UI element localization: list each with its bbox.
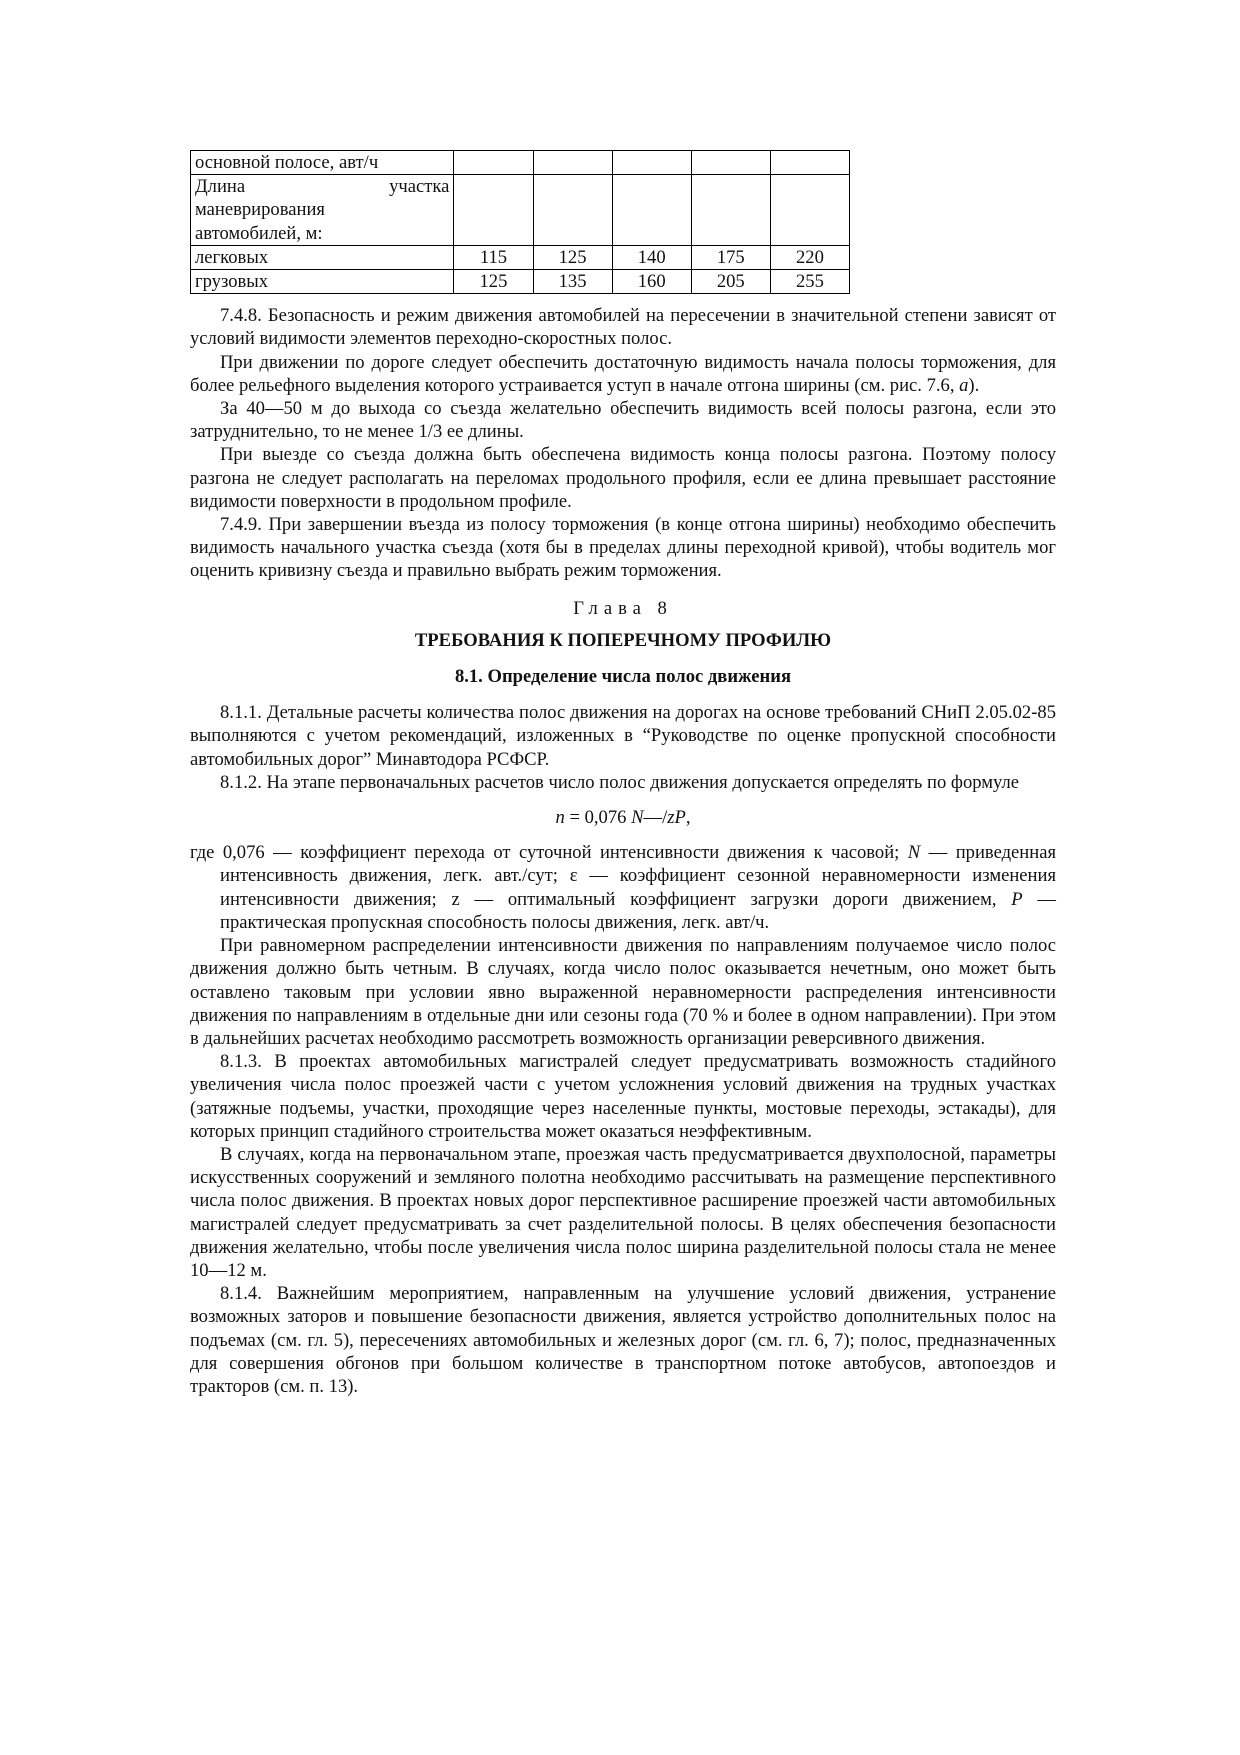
paragraph: При выезде со съезда должна быть обеспечена видимость конца полосы разгона. Поэтому полосу разгона не следует располагать на переломах продольного профиля, если ее длина превышает расстояние видимости поверхности в продольном профиле.: [190, 444, 1056, 512]
table-row: [191, 245, 850, 269]
table-cell-label: легковых: [191, 245, 454, 269]
label-part: участка: [389, 176, 450, 198]
formula: n = 0,076 N—/zP,: [555, 807, 691, 829]
table-cell: 255: [770, 270, 849, 294]
paragraph: 8.1.4. Важнейшим мероприятием, направленным на улучшение условий движения, устранение возможных заторов и повышение безопасности движения, является устройство дополнительных полос на подъемах (см. гл. 5), пересечениях автомобильных и железных дорог (см. гл. 6, 7); полос, предназначенных для совершения обгонов при большом количестве в транспортном потоке автобусов, автопоездов и тракторов (см. п. 13).: [190, 1283, 1056, 1397]
table-cell: 220: [770, 245, 849, 269]
table-cell-label: [191, 175, 454, 246]
table-row: [191, 175, 850, 246]
chapter-heading: Глава 8: [573, 597, 673, 619]
table-cell: 205: [691, 270, 770, 294]
maneuvering-length-table: [190, 150, 850, 294]
label-part: Длина: [195, 176, 246, 198]
paragraph: При движении по дороге следует обеспечить достаточную видимость начала полосы торможения, для более рельефного выделения которого устраивается уступ в начале отгона ширины (см. рис. 7.6, а).: [190, 351, 1056, 396]
chapter-title: ТРЕБОВАНИЯ К ПОПЕРЕЧНОМУ ПРОФИЛЮ: [414, 629, 832, 651]
table-cell-label: основной полосе, авт/ч: [191, 151, 454, 175]
table-cell-label: грузовых: [191, 270, 454, 294]
label-part: маневрирования: [195, 199, 325, 221]
table-cell: 140: [612, 245, 691, 269]
table-cell: 115: [454, 245, 533, 269]
table-cell: 135: [533, 270, 612, 294]
paragraph: При равномерном распределении интенсивности движения по направлениям получаемое число полос движения должно быть четным. В случаях, когда число полос оказывается нечетным, оно может быть оставлено таковым при условии явно выраженной неравномерности распределения интенсивности движения по направлениям в отдельные дни или сезоны года (70 % и более в одном направлении). При этом в дальнейших расчетах необходимо рассмотреть возможность организации реверсивного движения.: [190, 935, 1056, 1049]
paragraph: 8.1.3. В проектах автомобильных магистралей следует предусматривать возможность стадийного увеличения числа полос проезжей части с учетом усложнения условий движения на трудных участках (затяжные подъемы, участки, проходящие через населенные пункты, мостовые переходы, эстакады), для которых принцип стадийного строительства может оказаться неэффективным.: [190, 1051, 1056, 1142]
table-cell: 175: [691, 245, 770, 269]
formula-explanation: где 0,076 — коэффициент перехода от суточной интенсивности движения к часовой; N — приведенная интенсивность движения, легк. авт./сут; ε — коэффициент сезонной неравномерности изменения интенсивности движения; z — оптимальный коэффициент загрузки дороги движением, P — практическая пропускная способность полосы движения, легк. авт/ч.: [190, 842, 1056, 933]
paragraph: 7.4.9. При завершении въезда из полосу торможения (в конце отгона ширины) необходимо обеспечить видимость начального участка съезда (хотя бы в пределах длины переходной кривой), чтобы водитель мог оценить кривизну съезда и правильно выбрать режим торможения.: [190, 514, 1056, 582]
paragraph: За 40—50 м до выхода со съезда желательно обеспечить видимость всей полосы разгона, если это затруднительно, то не менее 1/3 ее длины.: [190, 398, 1056, 443]
document-page: [190, 150, 1056, 1398]
paragraph: 8.1.2. На этапе первоначальных расчетов число полос движения допускается определять по формуле: [220, 771, 1020, 793]
paragraph: 7.4.8. Безопасность и режим движения автомобилей на пересечении в значительной степени зависят от условий видимости элементов переходно-скоростных полос.: [190, 305, 1056, 350]
table-row: [191, 151, 850, 175]
table-cell: 125: [533, 245, 612, 269]
table-cell: 125: [454, 270, 533, 294]
paragraph: В случаях, когда на первоначальном этапе, проезжая часть предусматривается двухполосной, параметры искусственных сооружений и земляного полотна необходимо рассчитывать на размещение перспективного числа полос движения. В проектах новых дорог перспективное расширение проезжей части автомобильных магистралей следует предусматривать за счет разделительной полосы. В целях обеспечения безопасности движения желательно, чтобы после увеличения числа полос ширина разделительной полосы стала не менее 10—12 м.: [190, 1143, 1056, 1281]
label-part: автомобилей, м:: [195, 222, 323, 244]
paragraph: 8.1.1. Детальные расчеты количества полос движения на дорогах на основе требований СНиП 2.05.02-85 выполняются с учетом рекомендаций, изложенных в “Руководстве по оценке пропускной способности автомобильных дорог” Минавтодора РСФСР.: [190, 702, 1056, 770]
table-cell: 160: [612, 270, 691, 294]
section-heading: 8.1. Определение числа полос движения: [454, 666, 792, 688]
table-row: [191, 270, 850, 294]
